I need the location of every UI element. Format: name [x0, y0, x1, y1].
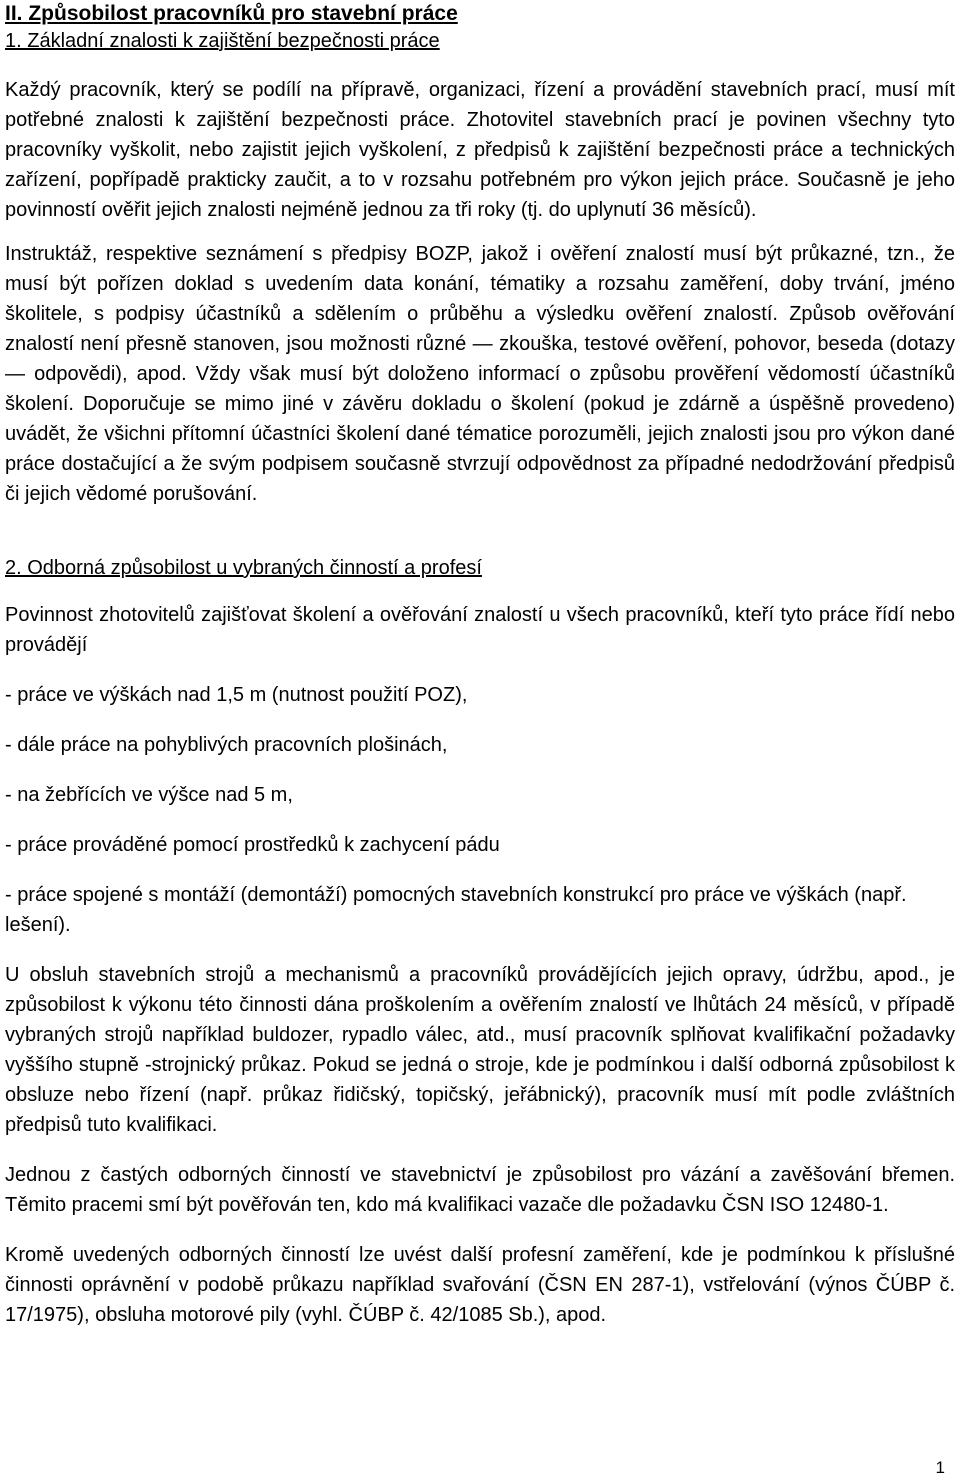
paragraph-other-professions: Kromě uvedených odborných činností lze uvést další profesní zaměření, kde je podmínkou k příslušné činnosti oprávnění v podobě průkazu například svařování (ČSN EN 287-1), vstřelování (výnos ČÚBP č. 17/1975), obsluha motorové pily (vyhl. ČÚBP č. 42/1085 Sb.), apod. [5, 1244, 955, 1326]
paragraph-machine-operators: U obsluh stavebních strojů a mechanismů a pracovníků provádějících jejich opravy, údržbu, apod., je způsobilost k výkonu této činnosti dána proškolením a ověřením znalostí ve lhůtách 24 měsíců, v případě vybraných strojů například buldozer, rypadlo válec, atd., musí pracovník splňovat kvalifikační požadavky vyššího stupně -strojnický průkaz. Pokud se jedná o stroje, kde je podmínkou i další odborná způsobilost k obsluze nebo řízení (např. průkaz řidičský, topičský, jeřábnický), pracovník musí mít podle zvláštních předpisů tuto kvalifikaci. [5, 964, 955, 1136]
list-item: - na žebřících ve výšce nad 5 m, [5, 784, 293, 806]
subsection-2-title: 2. Odborná způsobilost u vybraných činností a profesí [5, 557, 482, 579]
paragraph-contractor-duty: Povinnost zhotovitelů zajišťovat školení a ověřování znalostí u všech pracovníků, kteří tyto práce řídí nebo provádějí [5, 604, 955, 656]
list-item: - práce ve výškách nad 1,5 m (nutnost použití POZ), [5, 684, 468, 706]
list-item: - práce spojené s montáží (demontáží) pomocných stavebních konstrukcí pro práce ve výškách (např. lešení). [5, 884, 907, 936]
subsection-1-title: 1. Základní znalosti k zajištění bezpečnosti práce [5, 30, 440, 52]
paragraph-load-binding: Jednou z častých odborných činností ve stavebnictví je způsobilost pro vázání a zavěšování břemen. Těmito pracemi smí být pověřován ten, kdo má kvalifikaci vazače dle požadavku ČSN ISO 12480-1. [5, 1164, 955, 1216]
document-page [5, 0, 955, 1330]
section-title: II. Způsobilost pracovníků pro stavební práce [5, 2, 458, 25]
list-item: - dále práce na pohyblivých pracovních plošinách, [5, 734, 448, 756]
list-item: - práce prováděné pomocí prostředků k zachycení pádu [5, 834, 500, 856]
paragraph-instruction-proof: Instruktáž, respektive seznámení s předpisy BOZP, jakož i ověření znalostí musí být průkazné, tzn., že musí být pořízen doklad s uvedením data konání, tématiky a rozsahu zaměření, doby trvání, jméno školitele, s podpisy účastníků a sdělením o průběhu a výsledku ověření znalostí. Způsob ověřování znalostí není přesně stanoven, jsou možnosti různé — zkouška, testové ověření, pohovor, beseda (dotazy — odpovědi), apod. Vždy však musí být doloženo informací o způsobu prověření vědomostí účastníků školení. Doporučuje se mimo jiné v závěru dokladu o školení (pokud je zdárně a úspěšně provedeno) uvádět, že všichni přítomní účastníci školení dané tématice porozuměli, jejich znalosti jsou pro výkon dané práce dostačující a že svým podpisem současně stvrzují odpovědnost za případné nedodržování předpisů či jejich vědomé porušování. [5, 243, 955, 505]
page-number: 1 [935, 1458, 945, 1477]
paragraph-training-obligation: Každý pracovník, který se podílí na přípravě, organizaci, řízení a provádění stavebních prací, musí mít potřebné znalosti k zajištění bezpečnosti práce. Zhotovitel stavebních prací je povinen všechny tyto pracovníky vyškolit, nebo zajistit jejich vyškolení, z předpisů k zajištění bezpečnosti práce a technických zařízení, popřípadě prakticky zaučit, a to v rozsahu potřebném pro výkon jejich práce. Současně je jeho povinností ověřit jejich znalosti nejméně jednou za tři roky (tj. do uplynutí 36 měsíců). [5, 79, 955, 221]
